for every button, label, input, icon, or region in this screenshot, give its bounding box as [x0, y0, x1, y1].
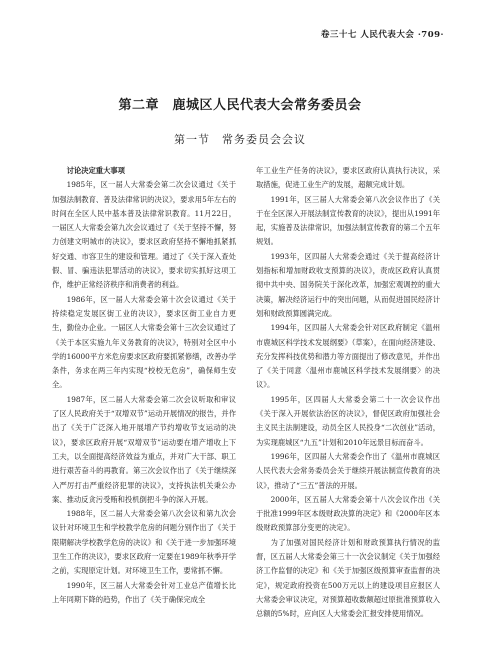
section-title: 第一节 常务委员会会议: [174, 133, 306, 146]
body-paragraph: 1995年，区四届人大常委会第二十一次会议作出《关于深入开展依法治区的决议》，督促区政府加强社会主义民主法制建设，动员全区人民投身“二次创业”活动，为实现鹿城区“九五”计划和2010年远景目标而奋斗。: [256, 394, 440, 447]
body-paragraph: 2000年，区五届人大常委会第十八次会议作出《关于批准1999年区本级财政决算的决定》和《2000年区本级财政预算部分变更的决定》。: [256, 494, 440, 533]
subhead: 讨论决定重大事项: [66, 166, 125, 175]
body-paragraph: 1985年，区一届人大常委会第二次会议通过《关于加强法制教育、普及法律常识的决议》，要求用5年左右的时间在全区人民中基本普及法律常识教育。11月22日，一届区人大常委会第九次会议通过了《关于坚持不懈，努力创建文明城市的决议》，要求区政府坚持不懈地抓紧抓好交通、市容卫生的建设和管理。通过了《关于深入查处假、冒、骗违法犯罪活动的决议》，要求切实抓好这项工作，维护正常经济秩序和消费者的利益。: [52, 180, 236, 290]
left-column: [52, 164, 236, 607]
body-paragraph: 1993年，区四届人大常委会通过《关于提高经济计划指标和增加财政收支预算的决议》，责成区政府认真贯彻中共中央、国务院关于深化改革，加强宏观调控的重大决策，解决经济运行中的突出问题，从而促进国民经济计划和财政预算圆满完成。: [256, 251, 440, 318]
chapter-title: 第二章 鹿城区人民代表大会常务委员会: [118, 98, 362, 113]
body-paragraph: 1991年，区三届人大常委会第八次会议作出了《关于在全区深入开展法制宣传教育的决议》，提出从1991年起，实施普及法律常识，加强法制宣传教育的第二个五年规划。: [256, 194, 440, 247]
body-paragraph: 1994年，区四届人大常委会针对区政府制定《温州市鹿城区科学技术发展纲要》（草案），在面向经济建设、充分发挥科技优势和潜力等方面提出了修改意见，并作出了《关于同意〈温州市鹿城区科学技术发展纲要〉的决议》。: [256, 323, 440, 390]
body-paragraph: 1990年，区三届人大常委会针对工业总产值增长比上年同期下降的趋势，作出了《关于确保完成全: [52, 580, 236, 604]
body-paragraph: 1988年，区二届人大常委会第八次会议和第九次会议针对环境卫生和学校教学危房的问题分别作出了《关于限期解决学校教学危房的决议》和《关于进一步加强环境卫生工作的决议》，要求区政府一定要在1989年秋季开学之前，实现原定计划。对环境卫生工作，要常抓不懈。: [52, 509, 236, 576]
body-paragraph: 1996年，区四届人大常委会作出了《温州市鹿城区人民代表大会常务委员会关于继续开展法制宣传教育的决议》，推动了“三五”普法的开展。: [256, 451, 440, 490]
right-column: [256, 164, 440, 622]
body-paragraph: 1986年，区一届人大常委会第十次会议通过《关于持续稳定发展区街工业的决议》，要求区街工业自力更生，勤俭办企业。一届区人大常委会第十三次会议通过了《关于本区实施九年义务教育的决议》，特别对全区中小学的16000平方米危房要求区政府要抓紧修缮，改善办学条件，务求在两三年内实现“校校无危房”，确保师生安全。: [52, 294, 236, 390]
body-paragraph: 为了加强对国民经济计划和财政预算执行情况的监督，区五届人大常委会第三十一次会议制定《关于加强经济工作监督的决定》和《关于加强区级预算审查监督的决定》，规定政府投资在500万元以上的建设项目应报区人大常委会审议决定，对预算超收数额超过原批准预算收入总额的5%时，应向区人大常委会汇报安排使用情况。: [256, 537, 440, 619]
running-head: 卷三十七 人民代表大会 ·709·: [320, 30, 444, 40]
body-paragraph: 1987年，区二届人大常委会第二次会议听取和审议了区人民政府关于“双增双节”运动开展情况的报告，并作出了《关于广泛深入地开展增产节约增收节支运动的决议》，要求区政府开展“双增双节”运动要在增产增收上下工夫，以全面提高经济效益为重点，并对广大干部、职工进行艰苦奋斗的再教育。第三次会议作出了《关于继续深入严厉打击严重经济犯罪的决议》，支持执法机关秉公办案、推动反贪污受贿和投机倒把斗争的深入开展。: [52, 394, 236, 504]
subhead-paragraph: [52, 164, 236, 178]
body-paragraph-continued: 年工业生产任务的决议》，要求区政府认真执行决议，采取措施，促进工业生产的发展，超额完成计划。: [256, 166, 440, 190]
